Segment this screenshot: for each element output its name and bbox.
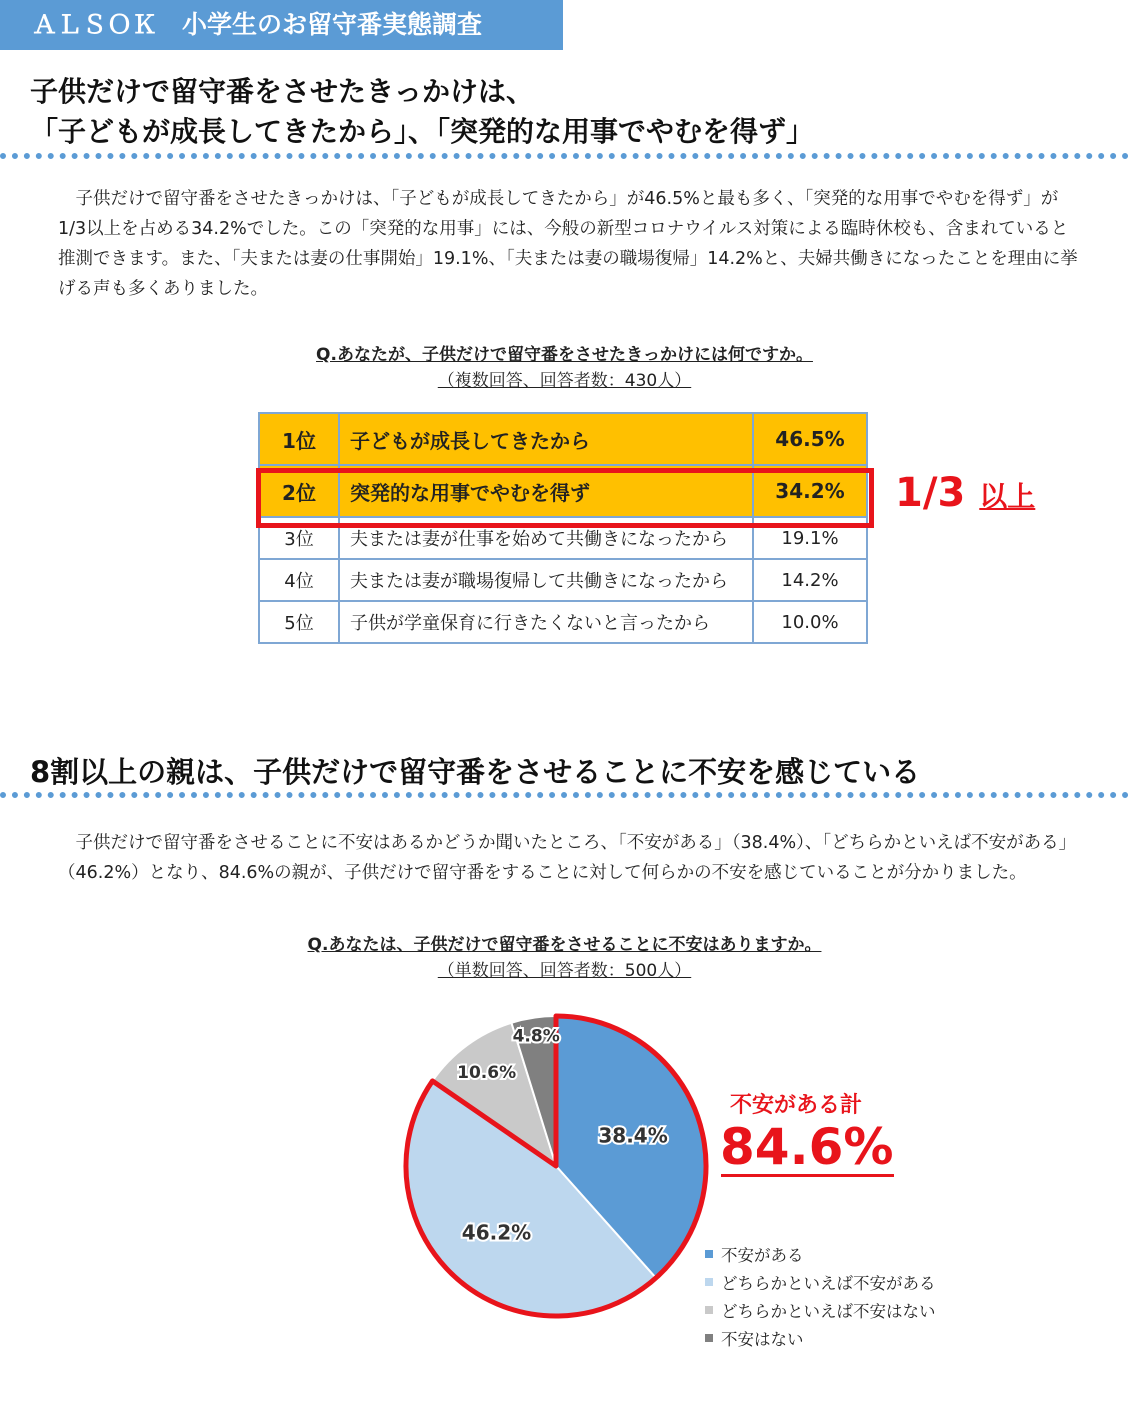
rank2-highlight-box — [256, 468, 874, 528]
section1-heading-line1: 子供だけで留守番をさせたきっかけは、 — [30, 75, 535, 108]
section1-heading-line2: 「子どもが成長してきたから」、「突発的な用事でやむを得ず」 — [30, 115, 815, 148]
ranking-question: Q.あなたが、子供だけで留守番をさせたきっかけには何ですか。 — [316, 345, 813, 365]
one-third-suffix: 以上 — [979, 480, 1036, 513]
rank-cell: 4位 — [259, 559, 339, 601]
percent-cell: 34.2% — [753, 465, 867, 517]
percent-cell: 10.0% — [753, 601, 867, 643]
reason-cell: 子供が学童保育に行きたくないと言ったから — [339, 601, 753, 643]
pie-legend — [705, 1240, 936, 1352]
anxiety-total-value: 84.6% — [720, 1118, 894, 1176]
reason-cell: 突発的な用事でやむを得ず — [339, 465, 753, 517]
section1-body: 子供だけで留守番をさせたきっかけは、「子どもが成長してきたから」が46.5%と最も多く、「突発的な用事でやむを得ず」が1/3以上を占める34.2%でした。この「突発的な用事」には、今般の新型コロナウイルス対策による臨時休校も、含まれていると推測できます。また、「夫または妻の仕事開始」19.1%、「夫または妻の職場復帰」14.2%と、夫婦共働きになったことを理由に挙げる声も多くありました。 — [58, 189, 1078, 299]
table-row — [259, 559, 867, 601]
reason-cell: 夫または妻が職場復帰して共働きになったから — [339, 559, 753, 601]
legend-item — [705, 1296, 936, 1324]
legend-swatch — [705, 1334, 713, 1342]
legend-label: 不安はない — [721, 1330, 804, 1349]
legend-item — [705, 1268, 936, 1296]
report-banner: ＡＬＳＯＫ 小学生のお留守番実態調査 — [0, 0, 563, 50]
dotted-divider — [0, 792, 1129, 798]
section1-heading — [30, 72, 814, 152]
anxiety-pie-chart — [380, 1000, 720, 1340]
percent-cell: 14.2% — [753, 559, 867, 601]
legend-label: 不安がある — [721, 1246, 804, 1265]
rank-cell: 1位 — [259, 413, 339, 465]
table-row — [259, 413, 867, 465]
pie-value-label: 38.4% — [598, 1123, 668, 1148]
legend-swatch — [705, 1306, 713, 1314]
anxiety-total-label: 不安がある計 — [730, 1093, 863, 1118]
legend-item — [705, 1324, 936, 1352]
section2-body: 子供だけで留守番をさせることに不安はあるかどうか聞いたところ、「不安がある」（38.4%）、「どちらかといえば不安がある」（46.2%）となり、84.6%の親が、子供だけで留守番をすることに対して何らかの不安を感じていることが分かりました。 — [58, 833, 1077, 883]
dotted-divider — [0, 153, 1129, 159]
legend-label: どちらかといえば不安がある — [721, 1274, 936, 1293]
percent-cell: 46.5% — [753, 413, 867, 465]
rank-cell: 5位 — [259, 601, 339, 643]
pie-value-label: 10.6% — [457, 1062, 517, 1083]
ranking-question-sub: （複数回答、回答者数：430人） — [437, 371, 692, 391]
one-third-value: 1/3 — [895, 470, 966, 516]
legend-item — [705, 1240, 936, 1268]
percent-cell: 19.1% — [753, 517, 867, 559]
pie-value-label: 46.2% — [461, 1220, 532, 1245]
legend-swatch — [705, 1278, 713, 1286]
legend-label: どちらかといえば不安はない — [721, 1302, 936, 1321]
ranking-table — [258, 412, 868, 644]
rank-cell: 3位 — [259, 517, 339, 559]
one-third-callout — [895, 470, 1035, 516]
rank-cell: 2位 — [259, 465, 339, 517]
pie-value-label: 4.8% — [512, 1026, 560, 1047]
pie-question-sub: （単数回答、回答者数：500人） — [437, 961, 692, 981]
section2-heading: 8割以上の親は、子供だけで留守番をさせることに不安を感じている — [30, 755, 921, 789]
table-row — [259, 601, 867, 643]
reason-cell: 夫または妻が仕事を始めて共働きになったから — [339, 517, 753, 559]
anxiety-total-underline — [721, 1174, 894, 1177]
legend-swatch — [705, 1250, 713, 1258]
reason-cell: 子どもが成長してきたから — [339, 413, 753, 465]
pie-question: Q.あなたは、子供だけで留守番をさせることに不安はありますか。 — [307, 935, 822, 955]
